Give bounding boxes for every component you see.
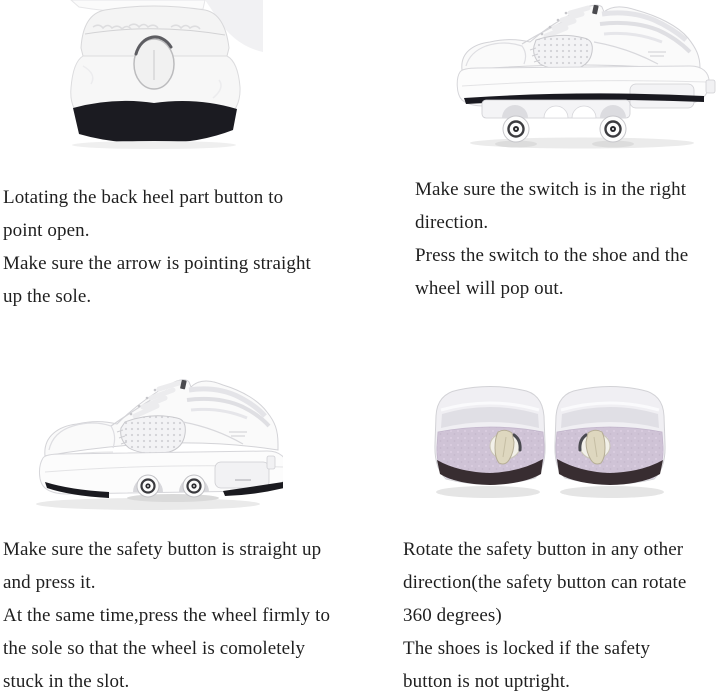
photo-heel-safety-buttons [428, 380, 676, 502]
front-wheel-icon [503, 116, 529, 142]
text-line: point open. [3, 220, 90, 241]
text-line: 360 degrees) [403, 605, 502, 626]
text-line: Lotating the back heel part button to [3, 187, 284, 208]
text-line: Make sure the arrow is pointing straight [3, 253, 311, 274]
text-line: the sole so that the wheel is comoletely [3, 638, 306, 659]
outsole-black-strip [73, 101, 237, 143]
text-line: and press it. [3, 572, 96, 593]
retracted-wheel-icon [183, 475, 205, 497]
heel-switch-tab [267, 456, 275, 469]
text-line: The shoes is locked if the safety [403, 638, 651, 659]
caption-press-wheel-in [3, 533, 330, 695]
caption-lock-safety-button [403, 533, 686, 695]
perforated-panel [121, 416, 186, 454]
text-line: Make sure the safety button is straight up [3, 539, 322, 560]
retracted-wheel-icon [137, 475, 159, 497]
wheel-chassis [482, 100, 630, 118]
ground-shadow [72, 141, 236, 149]
photo-heel-release-button [53, 0, 263, 150]
text-line: Make sure the switch is in the right [415, 179, 687, 200]
text-line: button is not uptright. [403, 671, 570, 692]
text-line: Rotate the safety button in any other [403, 539, 684, 560]
photo-shoe-wheels-in [33, 360, 283, 515]
text-line: At the same time,press the wheel firmly to [3, 605, 331, 626]
text-line: stuck in the slot. [3, 671, 130, 692]
text-line: Press the switch to the shoe and the [415, 245, 689, 266]
photo-shoe-wheels-out [452, 0, 718, 152]
sneaker-upper [462, 5, 700, 74]
left-heel [435, 387, 545, 499]
rear-wheel-icon [600, 116, 626, 142]
text-line: wheel will pop out. [415, 278, 564, 299]
caption-wheels-pop-out [415, 173, 688, 305]
sneaker-upper [45, 380, 278, 458]
rear-bracket-panel [215, 462, 269, 488]
text-line: direction(the safety button can rotate [403, 572, 687, 593]
text-line: direction. [415, 212, 489, 233]
right-heel [555, 387, 665, 499]
heel-switch-tab [706, 80, 715, 93]
text-line: up the sole. [3, 286, 92, 307]
perforated-panel [534, 35, 593, 69]
release-button-icon [134, 37, 174, 89]
caption-open-heel-button [3, 181, 311, 313]
